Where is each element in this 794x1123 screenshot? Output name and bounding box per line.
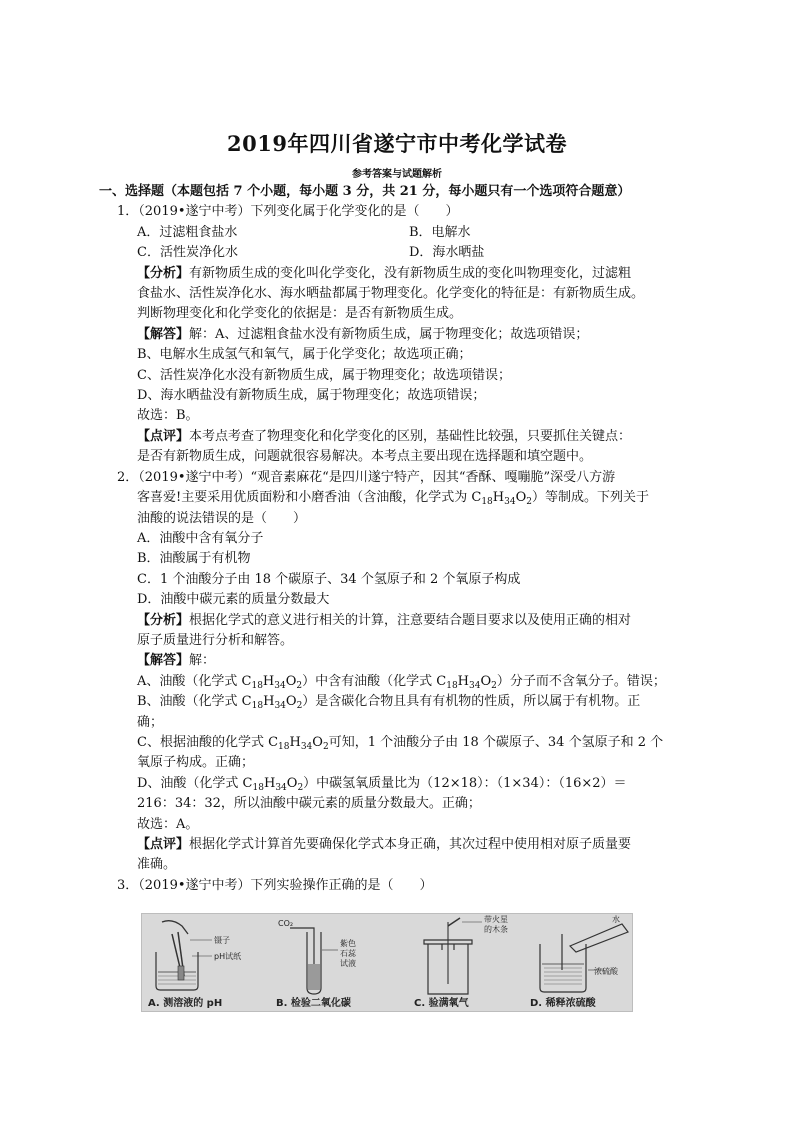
answer-tag: 【解答】 [137,326,190,342]
illustration-co2-test [290,928,338,994]
caption-c: C. 验满氧气 [414,998,469,1009]
experiment-illustrations [142,914,632,1011]
text: ）中碳氢氧质量比为（12×18）：（1×34）：（16×2）＝ [303,775,627,791]
formula-el: H [263,694,275,710]
label-acid: 浓硫酸 [594,967,618,976]
answer-text: 解： [189,653,216,669]
formula-sub: 18 [251,680,263,691]
formula-sub: 2 [322,741,329,752]
formula-el: O [286,775,298,791]
answer-choice: 故选：A。 [137,816,199,832]
answer-line-c [117,733,683,753]
answer-line-c-cont: 氧原子构成。正确； [137,755,255,771]
text: B、油酸（化学式 C [137,694,252,710]
formula-sub: 2 [491,680,497,691]
label-splint-2: 的木条 [484,925,508,934]
stem-text: 客喜爱!主要采用优质面粉和小磨香油（含油酸，化学式为 C [137,490,482,506]
question-2-option-d: D．油酸中碳元素的质量分数最大 [137,592,330,608]
question-2-stem-line-3: 油酸的说法错误的是（ ） [137,510,307,526]
question-2-answer [117,651,683,671]
question-2-comment [117,835,683,855]
answer-line: D、海水晒盐没有新物质生成，属于物理变化；故选项错误； [137,388,486,404]
label-water: 水 [612,915,620,924]
formula-sub: 34 [275,782,287,793]
formula-el: H [262,673,275,689]
formula-sub: 18 [251,701,264,712]
formula-el: H [457,673,470,689]
answer-choice: 故选：B。 [137,408,199,424]
question-1-analysis [117,264,683,284]
comment-tag: 【点评】 [137,837,190,852]
analysis-tag: 【分析】 [137,612,190,628]
label-litmus-1: 紫色 [340,939,356,948]
label-litmus-3: 试液 [340,959,356,968]
comment-tag: 【点评】 [137,428,190,444]
formula-el: O [285,694,297,710]
text: 可知，1 个油酸分子由 18 个碳原子、34 个氢原子和 2 个 [328,734,664,750]
question-1-options-row-1 [117,223,683,243]
text: D、油酸（化学式 C [137,775,253,791]
question-1-answer [117,325,683,345]
formula-el: O [285,673,297,689]
answer-line-d [117,774,683,794]
label-splint-1: 带火星 [484,915,508,924]
comment-line: 准确。 [137,857,177,873]
formula-sub: 2 [297,782,304,793]
formula-sub: 34 [274,680,286,691]
analysis-text: 根据化学式的意义进行相关的计算，注意要结合题目要求以及使用正确的相对 [189,612,632,628]
label-tweezers: 镊子 [214,936,230,945]
formula-el: O [312,734,323,750]
formula-sub: 34 [274,701,286,712]
caption-d: D. 稀释浓硫酸 [530,998,596,1009]
question-1-option-c: C．活性炭净化水 [137,245,238,261]
question-2-option-c: C．1 个油酸分子由 18 个碳原子、34 个氢原子和 2 个氧原子构成 [137,571,521,587]
text: A、油酸（化学式 C [137,673,252,689]
analysis-text: 有新物质生成的变化叫化学变化，没有新物质生成的变化叫物理变化，过滤粗 [189,265,632,281]
caption-a: A. 测溶液的 pH [148,998,223,1009]
formula-el: H [263,775,276,791]
comment-text: 根据化学式计算首先要确保化学式本身正确，其次过程中使用相对原子质量要 [189,837,632,852]
formula-el: H [492,490,505,506]
question-1-option-a: A．过滤粗食盐水 [137,224,238,240]
question-1-option-b: B．电解水 [409,224,471,240]
question-2-analysis [117,611,683,631]
formula-sub: 34 [300,741,313,752]
formula-el: O [515,490,527,506]
answer-line-b-cont: 确； [137,714,164,730]
question-2-option-a: A．油酸中含有氧分子 [137,530,264,546]
illustration-ph-test [156,921,212,990]
formula-sub: 18 [481,497,493,508]
answer-tag: 【解答】 [137,653,190,669]
question-1-options-row-2 [117,243,683,263]
answer-text: 解：A、过滤粗食盐水没有新物质生成，属于物理变化；故选项错误； [189,326,589,342]
comment-text: 本考点考查了物理变化和化学变化的区别，基础性比较强，只要抓住关键点： [189,428,632,444]
question-2-option-b: B．油酸属于有机物 [137,551,251,567]
answer-line: C、活性炭净化水没有新物质生成，属于物理变化；故选项错误； [137,367,511,383]
illustration-dilute-acid [540,924,628,992]
formula-sub: 2 [296,680,303,691]
stem-text: ）等制成。下列关于 [531,490,649,506]
caption-b: B. 检验二氧化碳 [276,998,351,1009]
answer-line-a [117,672,683,692]
experiment-figure [141,913,633,1012]
formula-sub: 18 [446,680,458,691]
question-1-option-d: D．海水晒盐 [409,245,485,261]
formula-el: O [480,673,492,689]
label-co2: CO₂ [278,919,294,928]
question-2-stem-line-1: 2．（2019•遂宁中考）“观音素麻花“是四川遂宁特产，因其“香酥、嘎嘣脆”深受八方游 [117,469,616,485]
illustration-oxygen-check [424,918,482,994]
formula-sub: 2 [526,497,532,508]
formula-sub: 34 [469,680,481,691]
text: C、根据油酸的化学式 C [137,734,279,750]
text: ）是含碳化合物且具有有机物的性质，所以属于有机物。正 [302,694,641,710]
formula-sub: 18 [278,741,290,752]
analysis-tag: 【分析】 [137,265,190,281]
formula-sub: 2 [296,701,303,712]
analysis-line: 判断物理变化和化学变化的依据是：是否有新物质生成。 [137,306,463,322]
formula-sub: 34 [504,497,516,508]
question-2-stem-line-2 [117,488,683,508]
question-1-comment [117,427,683,447]
label-litmus-2: 石蕊 [340,949,356,958]
answer-line-d-cont: 216：34：32，所以油酸中碳元素的质量分数最大。正确； [137,796,481,812]
section-heading: 一、选择题（本题包括 7 个小题，每小题 3 分，共 21 分，每小题只有一个选项符合题意） [99,184,631,199]
comment-line: 是否有新物质生成，问题就很容易解决。本考点主要出现在选择题和填空题中。 [137,449,593,465]
page-title: 2019年四川省遂宁市中考化学试卷 [227,131,567,156]
question-1-stem: 1．（2019•遂宁中考）下列变化属于化学变化的是（ ） [117,204,459,220]
formula-el: H [289,734,301,750]
formula-sub: 18 [252,782,264,793]
text: ）分子而不含氧分子。错误； [496,673,666,689]
question-3-stem: 3．（2019•遂宁中考）下列实验操作正确的是（ ） [117,877,433,893]
answer-line: B、电解水生成氢气和氧气，属于化学变化；故选项正确； [137,347,472,363]
analysis-line: 原子质量进行分析和解答。 [137,632,294,648]
page-subtitle: 参考答案与试题解析 [352,169,442,180]
text: ）中含有油酸（化学式 C [302,673,447,689]
label-ph-paper: pH试纸 [214,952,242,961]
exam-content [99,182,683,896]
answer-line-b [117,692,683,712]
analysis-line: 食盐水、活性炭净化水、海水晒盐都属于物理变化。化学变化的特征是：有新物质生成。 [137,286,645,302]
